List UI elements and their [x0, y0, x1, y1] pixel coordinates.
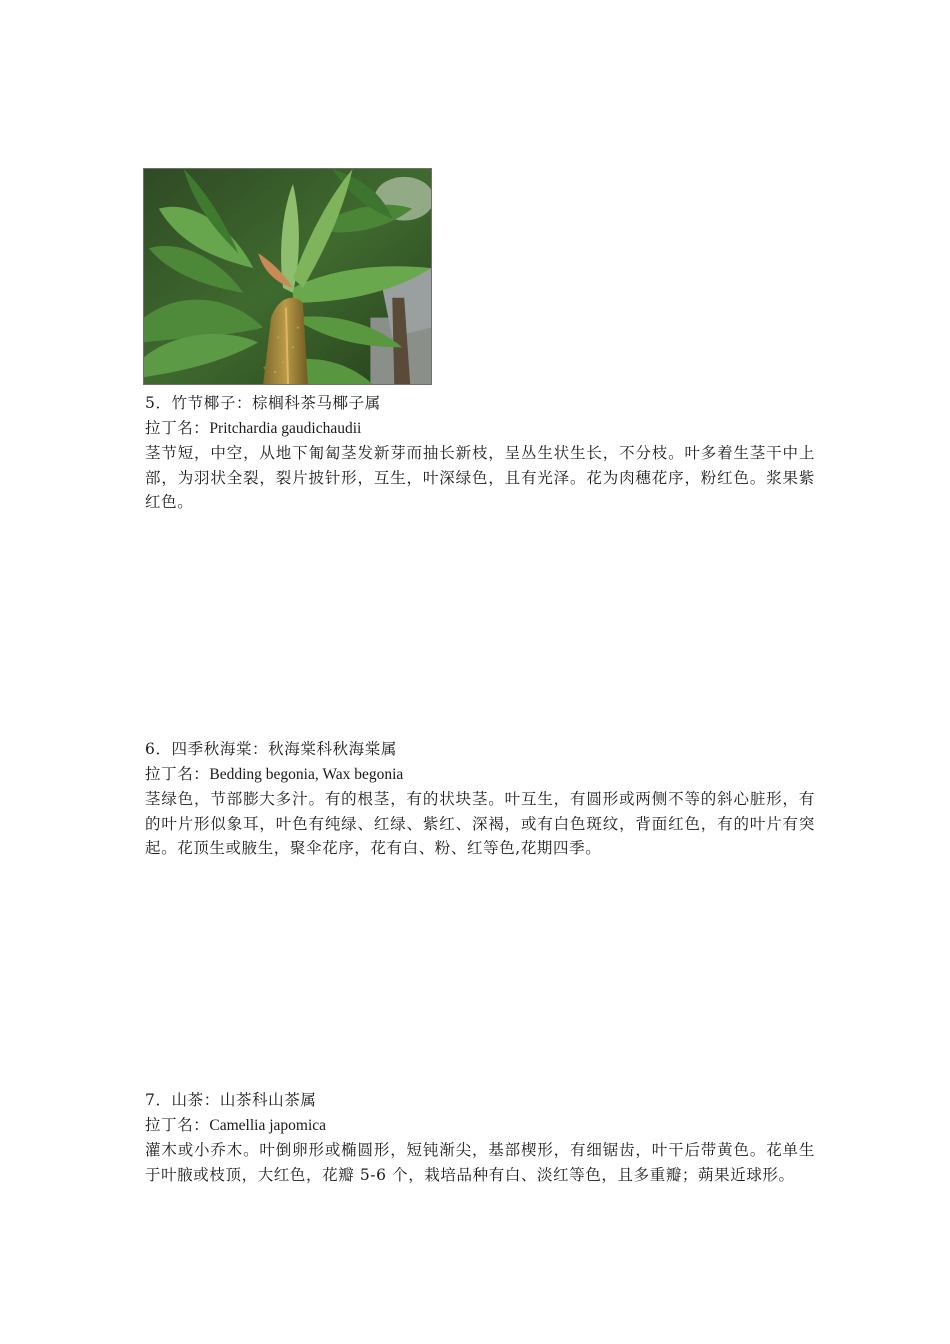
latin-name-line [145, 762, 815, 788]
latin-name-label: 拉丁名： [145, 418, 210, 437]
plant-entry [145, 1088, 815, 1187]
leaf-illustration [144, 169, 431, 384]
entry-heading: 6．四季秋海棠：秋海棠科秋海棠属 [145, 740, 397, 758]
entry-description: 灌木或小乔木。叶倒卵形或椭圆形，短钝渐尖，基部楔形，有细锯齿，叶干后带黄色。花单生于叶腋或枝顶，大红色，花瓣 5-6 个，栽培品种有白、淡红等色，且多重瓣；蒴果近球形。 [145, 1141, 815, 1184]
entry-description: 茎节短，中空，从地下匍匐茎发新芽而抽长新枝，呈丛生状生长，不分枝。叶多着生茎干中上部，为羽状全裂，裂片披针形，互生，叶深绿色，且有光泽。花为肉穗花序，粉红色。浆果紫红色。 [145, 444, 815, 511]
entry-description: 茎绿色，节部膨大多汁。有的根茎，有的状块茎。叶互生，有圆形或两侧不等的斜心脏形，有的叶片形似象耳，叶色有纯绿、红绿、紫红、深褐，或有白色斑纹，背面红色，有的叶片有突起。花顶生或腋生，聚伞花序，花有白、粉、红等色,花期四季。 [145, 790, 815, 857]
latin-name: Bedding begonia, Wax begonia [209, 765, 404, 783]
latin-name-line [145, 1113, 815, 1139]
latin-name: Camellia japomica [209, 1116, 327, 1134]
entry-heading: 7．山茶：山茶科山茶属 [145, 1091, 317, 1109]
plant-photo [143, 168, 432, 385]
plant-entry [145, 737, 815, 861]
latin-name-label: 拉丁名： [145, 1115, 210, 1134]
latin-name: Pritchardia gaudichaudii [209, 419, 362, 437]
latin-name-line [145, 416, 815, 442]
plant-entry [145, 391, 815, 515]
latin-name-label: 拉丁名： [145, 764, 210, 783]
entry-heading: 5．竹节椰子：棕榈科茶马椰子属 [145, 394, 381, 412]
